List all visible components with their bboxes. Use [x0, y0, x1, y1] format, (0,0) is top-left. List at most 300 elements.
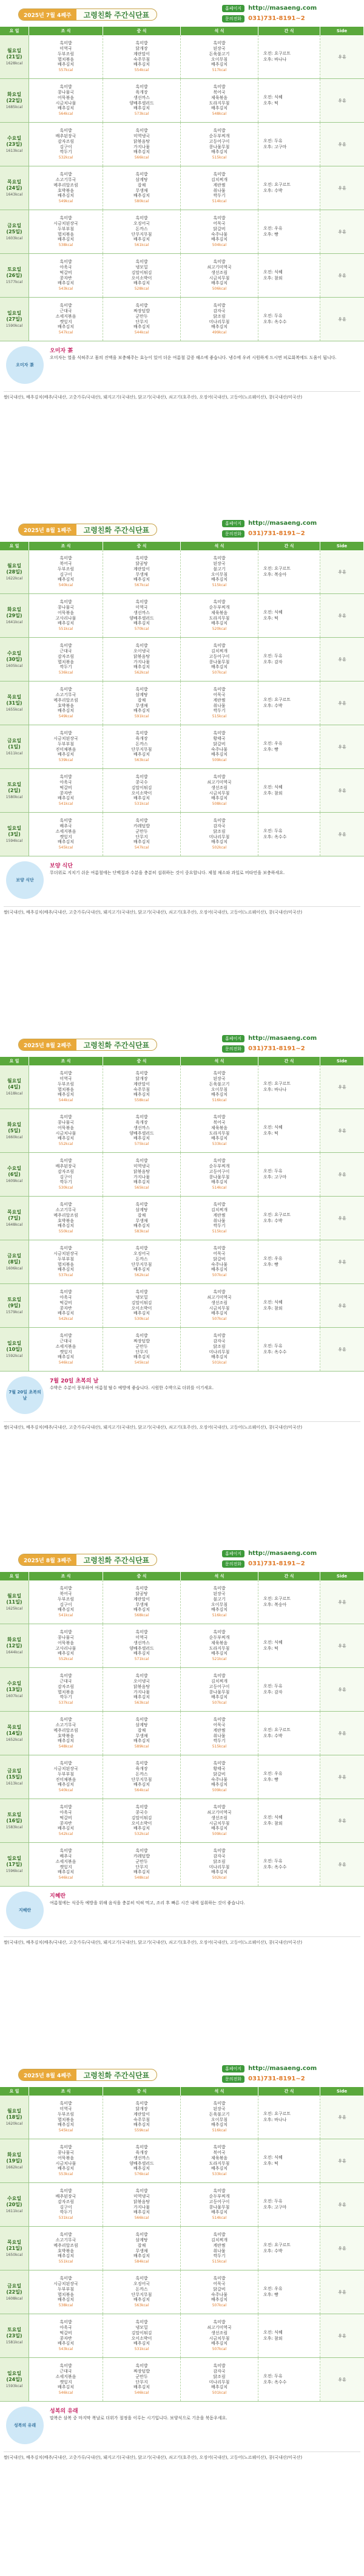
menu-item: 감자조림	[57, 2199, 75, 2204]
menu-item: 감자조림	[57, 654, 75, 659]
snack-cell	[258, 2096, 320, 2139]
menu-item: 배추된장국	[55, 134, 76, 139]
menu-item: 흑미밥	[213, 818, 226, 824]
menu-item: 흑미밥	[59, 1115, 72, 1120]
menu-item: 군만두	[135, 1859, 148, 1864]
snack-item: 오전: 요구르트	[263, 1081, 291, 1087]
menu-item: 흑미밥	[59, 1717, 72, 1723]
side-cell: 우유	[320, 550, 364, 593]
menu-item: 육개장	[135, 90, 148, 95]
breakfast-cell	[29, 2314, 103, 2357]
side-cell: 우유	[320, 2227, 364, 2270]
menu-item: 김치찌개	[211, 649, 228, 654]
menu-item: 흑미밥	[135, 84, 148, 90]
menu-item: 메추리알조림	[53, 182, 78, 188]
snack-cell	[258, 166, 320, 210]
breakfast-cell	[29, 1328, 103, 1371]
menu-item: 흑미밥	[135, 556, 148, 561]
lunch-kcal: 562kcal	[134, 1273, 149, 1278]
menu-item: 흑미밥	[135, 41, 148, 46]
dinner-cell	[181, 1153, 258, 1196]
menu-item: 근대국	[59, 649, 72, 654]
breakfast-cell	[29, 123, 103, 166]
menu-item: 배추김치	[211, 1782, 228, 1788]
menu-item: 배추김치	[133, 796, 150, 801]
menu-item: 배추김치	[211, 2385, 228, 2390]
day-date: (15일)	[6, 1774, 22, 1780]
phone-number: 031)731-8191~2	[248, 2075, 305, 2082]
menu-item: 배추김치	[57, 1651, 75, 1656]
week-title: 고령친화 주간식단표	[83, 525, 150, 535]
lunch-cell	[103, 1712, 181, 1755]
day-kcal: 1648kcal	[5, 1222, 23, 1227]
snack-item: 오후: 빵	[263, 746, 278, 752]
day-name: 월요일	[7, 2108, 22, 2114]
day-date: (22일)	[6, 97, 22, 103]
day-name: 일요일	[7, 2371, 22, 2377]
menu-item: 취나물	[213, 1218, 226, 1223]
lunch-cell	[103, 682, 181, 725]
lunch-kcal: 562kcal	[134, 671, 149, 675]
website-link[interactable]: http://masaeng.com	[248, 1035, 317, 1042]
breakfast-cell	[29, 1284, 103, 1327]
menu-item: 흑미밥	[213, 1333, 226, 1339]
menu-item: 멸치볶음	[57, 2117, 75, 2122]
day-kcal: 1606kcal	[5, 1266, 23, 1271]
menu-item: 흑미밥	[135, 1071, 148, 1076]
day-kcal: 1605kcal	[5, 663, 23, 668]
dinner-kcal: 516kcal	[212, 2128, 227, 2133]
lunch-cell	[103, 2270, 181, 2314]
menu-item: 오이소박이	[131, 790, 152, 796]
menu-item: 닭갈비	[213, 1256, 226, 1262]
snack-item: 오후: 고구마	[263, 144, 287, 149]
menu-item: 떡갈비	[59, 1815, 72, 1820]
menu-item: 배추김치	[133, 839, 150, 845]
day-kcal: 1644kcal	[5, 1650, 23, 1655]
info-text: 오미자는 열을 식혀주고 몸의 진액을 보충해주는 효능이 있어 더운 여름철 갈증 해소에 좋습니다. 냉수에 우려 시원하게 드시면 피로회복에도 도움이 됩니다.	[50, 355, 337, 360]
dinner-kcal: 504kcal	[212, 243, 227, 248]
menu-item: 배추김치	[211, 1651, 228, 1656]
menu-item: 배추김치	[57, 752, 75, 757]
menu-item: 진미채볶음	[55, 1777, 76, 1782]
week-label: 2025년 8월 3째주	[19, 1554, 76, 1565]
menu-item: 시금치나물	[55, 100, 76, 106]
menu-item: 닭조림	[213, 1859, 226, 1864]
col-side: Side	[320, 542, 364, 550]
day-kcal: 1609kcal	[5, 1178, 23, 1183]
weekly-menu	[0, 515, 364, 1030]
menu-item: 배추김치	[133, 1738, 150, 1744]
menu-item: 시금치나물	[55, 1130, 76, 1136]
website-link[interactable]: http://masaeng.com	[248, 520, 317, 527]
menu-item: 콩나물무침	[209, 1174, 230, 1180]
menu-item: 흑미밥	[59, 1333, 72, 1339]
week-title: 고령친화 주간식단표	[83, 2071, 150, 2080]
dinner-kcal: 516kcal	[212, 1613, 227, 1618]
day-kcal: 1685kcal	[5, 104, 23, 109]
day-rows	[0, 1580, 364, 1887]
day-row	[0, 682, 364, 725]
side-cell: 우유	[320, 1799, 364, 1842]
day-row	[0, 1109, 364, 1153]
lunch-cell	[103, 1328, 181, 1371]
menu-item: 생선까스	[133, 2155, 150, 2161]
menu-item: 돈까스	[135, 226, 148, 231]
menu-item: 계란찜	[213, 1212, 226, 1218]
phone-label: 문의전화	[222, 530, 244, 538]
lunch-kcal: 547kcal	[134, 846, 149, 850]
menu-item: 배추김치	[133, 2122, 150, 2128]
breakfast-cell	[29, 2358, 103, 2401]
menu-item: 육개장	[135, 1120, 148, 1126]
day-row	[0, 210, 364, 254]
snack-cell	[258, 2227, 320, 2270]
snack-item: 오전: 두유	[263, 654, 283, 659]
side-cell: 우유	[320, 166, 364, 210]
day-row	[0, 2270, 364, 2314]
origin-notice: 쌀(국내산), 배추김치(배추/국내산, 고춧가루/국내산), 돼지고기(국내산), 닭고기(국내산), 쇠고기(호주산), 오징어(국내산), 고등어(노르웨이산), 콩(국내산/미국산)	[4, 906, 360, 916]
homepage-label: 홈페이지	[222, 1035, 244, 1042]
day-date: (21일)	[6, 2245, 22, 2251]
menu-item: 콩나물무침	[209, 2204, 230, 2210]
breakfast-kcal: 537kcal	[58, 1273, 73, 1278]
col-lunch: 중 식	[103, 542, 181, 550]
menu-item: 배추김치	[211, 1180, 228, 1185]
menu-item: 생선조림	[211, 1815, 228, 1820]
col-lunch: 중 식	[103, 27, 181, 35]
col-lunch: 중 식	[103, 1057, 181, 1065]
lunch-kcal: 531kcal	[134, 802, 149, 807]
menu-item: 콩나물국	[57, 605, 75, 610]
day-kcal: 1613kcal	[5, 148, 23, 153]
menu-item: 흑미밥	[135, 303, 148, 309]
menu-item: 콩자반	[59, 1305, 72, 1311]
lunch-kcal: 554kcal	[134, 68, 149, 73]
day-row	[0, 2314, 364, 2358]
snack-cell	[258, 2270, 320, 2314]
col-lunch: 중 식	[103, 1572, 181, 1580]
menu-item: 제육볶음	[211, 610, 228, 615]
snack-item: 오전: 우유	[263, 1256, 283, 1262]
snack-cell	[258, 1843, 320, 1886]
menu-item: 흑미밥	[213, 1115, 226, 1120]
lunch-cell	[103, 254, 181, 297]
website-link[interactable]: http://masaeng.com	[248, 1550, 317, 1557]
menu-item: 흑미밥	[59, 1071, 72, 1076]
menu-item: 닭갈비	[213, 1771, 226, 1777]
day-row	[0, 1668, 364, 1712]
menu-item: 깍두기	[213, 193, 226, 199]
day-row	[0, 1240, 364, 1284]
menu-item: 가지나물	[133, 1689, 150, 1695]
day-name: 토요일	[7, 1812, 22, 1818]
day-rows	[0, 1065, 364, 1372]
snack-item: 오후: 참외	[263, 1820, 283, 1826]
snack-item: 오전: 식혜	[263, 1815, 283, 1820]
menu-item: 메추리알조림	[53, 697, 78, 703]
menu-item: 시금치된장국	[53, 736, 78, 742]
dinner-kcal: 507kcal	[212, 1701, 227, 1706]
col-side: Side	[320, 1572, 364, 1580]
side-cell: 우유	[320, 1328, 364, 1371]
menu-item: 배추김치	[133, 1826, 150, 1831]
day-date: (11일)	[6, 1599, 22, 1605]
menu-item: 흑미밥	[213, 2363, 226, 2369]
menu-item: 콩나물무침	[209, 659, 230, 664]
day-row	[0, 1284, 364, 1328]
side-cell: 우유	[320, 254, 364, 297]
origin-notice: 쌀(국내산), 배추김치(배추/국내산, 고춧가루/국내산), 돼지고기(국내산), 닭고기(국내산), 쇠고기(호주산), 오징어(국내산), 고등어(노르웨이산), 콩(국내산/미국산)	[4, 2451, 360, 2461]
menu-item: 무생채	[135, 572, 148, 577]
dinner-cell	[181, 769, 258, 812]
menu-item: 배추김치	[211, 106, 228, 111]
menu-item: 두부부침	[57, 741, 75, 746]
menu-item: 시금치무침	[209, 1305, 230, 1311]
menu-item: 배추김치	[211, 664, 228, 670]
menu-item: 시금치된장국	[53, 1251, 78, 1257]
snack-cell	[258, 1328, 320, 1371]
menu-item: 된장국	[213, 561, 226, 567]
menu-item: 양배추샐러드	[129, 1130, 154, 1136]
menu-item: 냉모밀	[135, 1295, 148, 1300]
menu-item: 도라지무침	[209, 1645, 230, 1651]
menu-item: 생선까스	[133, 1640, 150, 1645]
menu-item: 흑미밥	[59, 1805, 72, 1810]
weekly-menu	[0, 1030, 364, 1545]
menu-item: 고등어구이	[209, 1169, 230, 1174]
day-name: 화요일	[7, 1637, 22, 1643]
day-name: 목요일	[7, 2239, 22, 2246]
menu-item: 흑미밥	[59, 643, 72, 649]
snack-item: 오후: 빵	[263, 2292, 278, 2297]
menu-item: 흑미밥	[59, 216, 72, 221]
menu-item: 미나리무침	[209, 1864, 230, 1870]
website-link[interactable]: http://masaeng.com	[248, 5, 317, 12]
menu-item: 배추김치	[133, 2253, 150, 2259]
menu-item: 흑미밥	[135, 1115, 148, 1120]
menu-item: 흑미밥	[135, 1333, 148, 1339]
menu-item: 생선까스	[133, 95, 150, 100]
dinner-cell	[181, 1109, 258, 1152]
menu-item: 닭곰탕	[135, 1591, 148, 1597]
menu-item: 두부조림	[57, 1596, 75, 1602]
menu-item: 두부부침	[57, 1256, 75, 1262]
menu-item: 어묵국	[213, 1723, 226, 1728]
day-name: 일요일	[7, 310, 22, 316]
menu-item: 닭볶음탕	[133, 1169, 150, 1174]
menu-item: 단무지무침	[131, 2292, 152, 2297]
lunch-cell	[103, 166, 181, 210]
dinner-cell	[181, 254, 258, 297]
menu-item: 잡채	[137, 2243, 146, 2248]
day-date: (3일)	[8, 831, 21, 837]
menu-item: 순두부찌개	[209, 134, 230, 139]
menu-item: 고등어구이	[209, 2199, 230, 2204]
menu-item: 양배추샐러드	[129, 615, 154, 621]
day-cell	[0, 35, 29, 78]
side-cell: 우유	[320, 1284, 364, 1327]
menu-item: 멸치볶음	[57, 56, 75, 62]
menu-item: 배추김치	[211, 62, 228, 67]
weekly-menu	[0, 1545, 364, 2060]
menu-item: 된장국	[213, 2106, 226, 2112]
snack-item: 오전: 두유	[263, 2199, 283, 2204]
menu-item: 배추김치	[57, 1092, 75, 1098]
dinner-cell	[181, 1624, 258, 1667]
info-text: 여름철에는 식중독 예방을 위해 음식을 충분히 익혀 먹고, 조리 후 빠른 시간 내에 섭취하는 것이 좋습니다.	[50, 1901, 245, 1905]
menu-item: 소세지볶음	[55, 1859, 76, 1864]
menu-item: 감자국	[213, 1854, 226, 1859]
menu-item: 배추김치	[133, 1311, 150, 1316]
menu-item: 쇠고기미역국	[207, 265, 232, 270]
menu-item: 깻잎지	[59, 1864, 72, 1870]
menu-item: 흑미밥	[59, 2101, 72, 2106]
menu-item: 소고기무국	[55, 1723, 76, 1728]
weekly-menu	[0, 2060, 364, 2575]
menu-item: 무생채	[135, 2248, 148, 2253]
menu-item: 흑미밥	[135, 2145, 148, 2150]
day-cell	[0, 79, 29, 122]
menu-item: 닭볶음탕	[133, 654, 150, 659]
snack-item: 오후: 수박	[263, 1218, 283, 1223]
menu-item: 두부조림	[57, 51, 75, 56]
breakfast-cell	[29, 769, 103, 812]
week-label: 2025년 8월 1째주	[19, 524, 76, 535]
menu-item: 순두부찌개	[209, 1635, 230, 1641]
snack-item: 오후: 빵	[263, 1262, 278, 1267]
menu-item: 시금치무침	[209, 275, 230, 281]
day-name: 수요일	[7, 2196, 22, 2202]
day-date: (1일)	[8, 743, 21, 750]
menu-item: 떡갈비	[59, 2330, 72, 2335]
breakfast-kcal: 552kcal	[58, 1657, 73, 1662]
menu-item: 배추김치	[133, 1870, 150, 1875]
menu-item: 돈까스	[135, 2286, 148, 2292]
menu-item: 양배추샐러드	[129, 2161, 154, 2166]
day-name: 월요일	[7, 563, 22, 569]
menu-item: 흑미밥	[59, 128, 72, 134]
day-row	[0, 1712, 364, 1755]
breakfast-kcal: 547kcal	[58, 330, 73, 335]
day-date: (21일)	[6, 53, 22, 60]
lunch-cell	[103, 550, 181, 593]
menu-item: 오이무침	[211, 1087, 228, 1092]
menu-item: 흑미밥	[59, 687, 72, 692]
menu-item: 계란말이	[133, 51, 150, 56]
menu-item: 제육볶음	[211, 95, 228, 100]
menu-item: 흑미밥	[135, 1805, 148, 1810]
menu-item: 깻잎지	[59, 834, 72, 839]
day-row	[0, 594, 364, 638]
menu-item: 닭곰탕	[135, 561, 148, 567]
menu-item: 배추김치	[211, 2166, 228, 2171]
breakfast-kcal: 557kcal	[58, 68, 73, 73]
day-name: 월요일	[7, 48, 22, 54]
snack-item: 오전: 두유	[263, 1859, 283, 1864]
day-name: 금요일	[7, 2283, 22, 2289]
day-cell	[0, 2096, 29, 2139]
menu-item: 가지나물	[133, 144, 150, 149]
day-cell	[0, 1624, 29, 1667]
menu-item: 숙주나물	[211, 2292, 228, 2297]
side-cell: 우유	[320, 35, 364, 78]
menu-item: 배추김치	[57, 237, 75, 242]
info-title: 성복의 유래	[50, 2408, 78, 2414]
menu-item: 깻잎지	[59, 2379, 72, 2385]
menu-item: 단무지무침	[131, 746, 152, 752]
lunch-cell	[103, 1624, 181, 1667]
menu-item: 돈까스	[135, 1256, 148, 1262]
day-name: 일요일	[7, 1341, 22, 1347]
menu-item: 콩나물국	[57, 2150, 75, 2156]
snack-item: 오전: 두유	[263, 2374, 283, 2379]
menu-item: 어묵국	[213, 692, 226, 698]
day-cell	[0, 2227, 29, 2270]
breakfast-kcal: 531kcal	[58, 2216, 73, 2221]
menu-item: 숙주무침	[133, 56, 150, 62]
website-link[interactable]: http://masaeng.com	[248, 2065, 317, 2072]
menu-item: 계란말이	[133, 1596, 150, 1602]
menu-item: 돈육불고기	[209, 1081, 230, 1087]
dinner-kcal: 507kcal	[212, 2347, 227, 2352]
dinner-cell	[181, 2270, 258, 2314]
dinner-cell	[181, 1580, 258, 1624]
menu-item: 닭개장	[135, 46, 148, 52]
snack-item: 오후: 떡	[263, 1130, 278, 1136]
dinner-cell	[181, 594, 258, 637]
menu-item: 소고기무국	[55, 2238, 76, 2243]
day-rows	[0, 2096, 364, 2402]
menu-item: 흑미밥	[135, 1202, 148, 1208]
menu-item: 미나리무침	[209, 319, 230, 324]
dinner-kcal: 515kcal	[212, 583, 227, 588]
breakfast-kcal: 536kcal	[58, 671, 73, 675]
snack-item: 오후: 바나나	[263, 1087, 287, 1092]
menu-item: 배추김치	[211, 577, 228, 583]
snack-item: 오전: 식혜	[263, 2155, 283, 2161]
breakfast-cell	[29, 1153, 103, 1196]
dinner-kcal: 507kcal	[212, 1317, 227, 1322]
snack-cell	[258, 1668, 320, 1711]
dinner-cell	[181, 2314, 258, 2357]
menu-item: 배추김치	[133, 708, 150, 714]
menu-item: 흑미밥	[135, 687, 148, 692]
breakfast-kcal: 538kcal	[58, 2303, 73, 2308]
menu-item: 멸치볶음	[57, 1262, 75, 1267]
menu-item: 미나리무침	[209, 1349, 230, 1355]
day-name: 일요일	[7, 825, 22, 832]
day-rows	[0, 35, 364, 341]
menu-item: 닭개장	[135, 2106, 148, 2112]
snack-item: 오후: 옥수수	[263, 1349, 287, 1355]
day-date: (9일)	[8, 1302, 21, 1308]
origin-notice: 쌀(국내산), 배추김치(배추/국내산, 고춧가루/국내산), 돼지고기(국내산), 닭고기(국내산), 쇠고기(호주산), 오징어(국내산), 고등어(노르웨이산), 콩(국내산/미국산)	[4, 391, 360, 401]
menu-item: 오이소박이	[131, 2335, 152, 2341]
dinner-cell	[181, 813, 258, 856]
day-date: (18일)	[6, 2114, 22, 2120]
contact-info	[222, 2064, 362, 2085]
menu-item: 미역냉국	[133, 134, 150, 139]
day-name: 수요일	[7, 135, 22, 142]
menu-item: 냉모밀	[135, 2325, 148, 2331]
day-row	[0, 2227, 364, 2270]
lunch-kcal: 563kcal	[134, 2303, 149, 2308]
info-text: 무더위로 지치기 쉬운 여름철에는 단백질과 수분을 충분히 섭취하는 것이 중요합니다. 제철 채소와 과일로 비타민을 보충하세요.	[50, 870, 285, 875]
snack-cell	[258, 1580, 320, 1624]
day-cell	[0, 210, 29, 253]
menu-item: 김구이	[59, 144, 72, 149]
